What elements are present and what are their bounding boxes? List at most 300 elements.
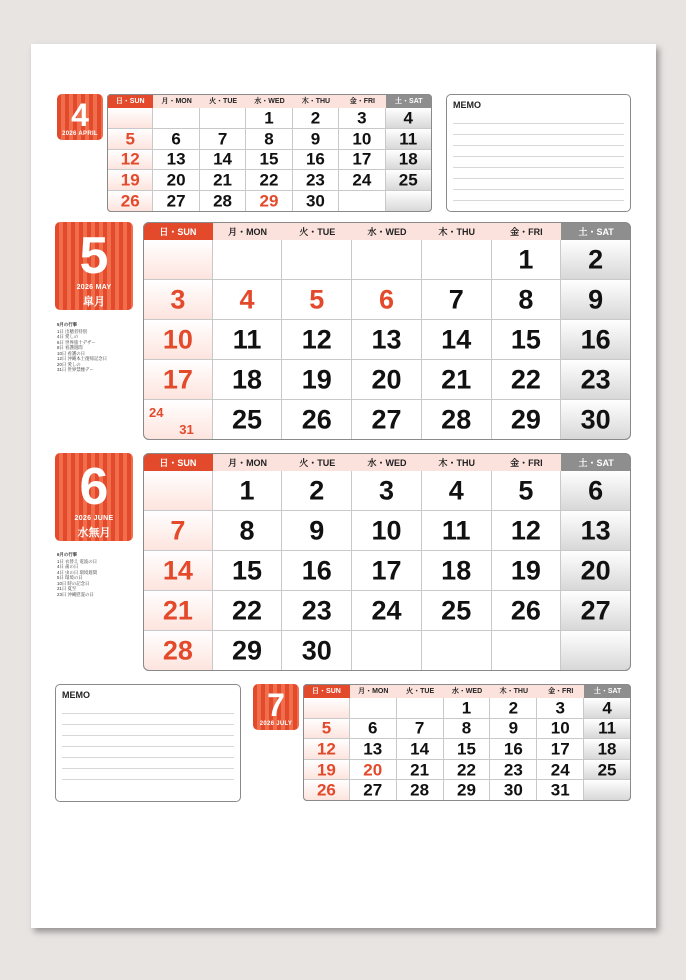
day-cell[interactable] (143, 360, 213, 400)
day-number: 29 (457, 780, 476, 800)
day-cell[interactable] (444, 780, 491, 801)
day-number: 11 (232, 324, 262, 354)
day-number: 18 (597, 739, 617, 759)
day-cell[interactable] (282, 631, 352, 671)
day-cell[interactable] (107, 108, 153, 129)
day-number: 19 (301, 364, 332, 394)
day-cell[interactable] (584, 739, 631, 760)
day-number: 5 (125, 129, 135, 149)
day-cell[interactable] (153, 129, 199, 150)
day-cell[interactable] (303, 760, 350, 781)
day-cell[interactable] (339, 108, 385, 129)
day-number: 6 (588, 475, 604, 505)
day-number: 8 (518, 284, 534, 314)
weekday-header: 金・FRI (492, 453, 562, 471)
day-number: 30 (503, 780, 523, 800)
day-number: 28 (441, 404, 472, 434)
day-cell[interactable] (584, 719, 631, 740)
month-japanese-name: 皐月 (83, 296, 105, 308)
day-cell[interactable] (561, 240, 631, 280)
day-cell[interactable] (350, 760, 397, 781)
day-cell[interactable] (422, 591, 492, 631)
day-cell[interactable] (386, 108, 432, 129)
day-cell[interactable] (352, 240, 422, 280)
day-cell[interactable] (213, 511, 283, 551)
day-cell[interactable] (422, 631, 492, 671)
day-number: 14 (410, 739, 430, 759)
day-number: 6 (368, 718, 378, 738)
month-number: 4 (71, 97, 89, 133)
day-cell[interactable] (561, 631, 631, 671)
day-number: 21 (162, 595, 193, 625)
day-cell[interactable] (293, 108, 339, 129)
day-cell[interactable] (490, 719, 537, 740)
weekday-header: 日・SUN (143, 453, 213, 471)
day-cell[interactable] (143, 591, 213, 631)
day-number: 3 (170, 284, 186, 314)
weekday-header: 土・SAT (561, 222, 631, 240)
day-cell[interactable] (492, 240, 562, 280)
day-cell[interactable] (584, 760, 631, 781)
day-cell[interactable] (352, 551, 422, 591)
day-number: 17 (550, 739, 570, 759)
month-number: 7 (267, 687, 285, 723)
day-cell[interactable] (282, 591, 352, 631)
month-year-label: 2026 JULY (259, 721, 293, 727)
day-cell[interactable] (339, 191, 385, 212)
day-number: 8 (239, 515, 255, 545)
day-cell[interactable] (350, 719, 397, 740)
day-cell[interactable] (386, 170, 432, 191)
event-item: 23日 沖縄慰霊の日 (57, 591, 94, 597)
day-cell[interactable] (397, 739, 444, 760)
weekday-header: 火・TUE (282, 453, 352, 471)
day-cell[interactable] (213, 551, 283, 591)
event-item: 1日 出穂者特別 (57, 328, 88, 334)
event-item: 6日 世界旅十デザー (57, 339, 96, 345)
day-number: 17 (352, 149, 372, 169)
event-item: 10日 看護の日 (57, 350, 86, 356)
day-number: 2 (310, 108, 321, 128)
event-item: 1日 衣替え 電波の日 (57, 558, 98, 564)
day-cell[interactable] (107, 129, 153, 150)
day-cell[interactable] (386, 129, 432, 150)
day-cell[interactable] (352, 400, 422, 440)
day-cell[interactable] (537, 780, 584, 801)
day-cell[interactable] (153, 150, 199, 171)
weekday-header: 水・WED (352, 222, 422, 240)
day-cell[interactable] (386, 150, 432, 171)
day-cell[interactable] (200, 108, 246, 129)
event-item: 12日 沖縄本土復帰記念日 (57, 356, 108, 361)
day-number: 16 (305, 149, 325, 169)
day-cell[interactable] (561, 400, 631, 440)
day-cell[interactable] (492, 320, 562, 360)
month-year-label: 2026 APRIL (62, 131, 98, 137)
month-number: 6 (79, 458, 109, 516)
day-number: 8 (461, 718, 472, 738)
day-number: 10 (550, 718, 570, 738)
day-cell[interactable] (444, 760, 491, 781)
day-number: 9 (309, 515, 325, 545)
calendar-grid-july (303, 684, 631, 801)
day-number: 29 (510, 404, 541, 434)
month-badge-june (55, 453, 133, 541)
day-number: 17 (371, 555, 402, 585)
day-cell[interactable] (352, 471, 422, 511)
day-cell[interactable] (537, 739, 584, 760)
event-item: 21日 夏至 (57, 586, 77, 591)
weekday-header: 月・MON (213, 453, 283, 471)
day-number: 15 (259, 149, 279, 169)
day-cell[interactable] (303, 698, 350, 719)
day-number: 2 (508, 698, 519, 718)
day-number: 30 (301, 635, 332, 665)
day-number: 21 (441, 364, 472, 394)
day-number: 27 (166, 191, 186, 211)
day-number: 15 (232, 555, 263, 585)
day-number: 3 (378, 475, 394, 505)
day-number: 6 (378, 284, 394, 314)
day-number: 4 (602, 698, 612, 718)
day-number: 28 (162, 635, 193, 665)
day-cell[interactable] (282, 280, 352, 320)
day-number: 24 (550, 760, 570, 780)
weekday-header: 木・THU (422, 222, 492, 240)
day-cell[interactable] (492, 551, 562, 591)
day-cell[interactable] (492, 511, 562, 551)
day-number: 21 (410, 760, 430, 780)
day-cell[interactable] (143, 511, 213, 551)
weekday-header: 火・TUE (397, 684, 444, 698)
day-cell[interactable] (397, 698, 444, 719)
day-cell[interactable] (561, 280, 631, 320)
event-item: 4日 歯の日 (57, 564, 79, 569)
day-cell[interactable] (561, 551, 631, 591)
day-cell[interactable] (213, 360, 283, 400)
day-cell[interactable] (352, 511, 422, 551)
day-cell[interactable] (584, 698, 631, 719)
day-number: 24 (149, 405, 164, 420)
day-cell[interactable] (397, 760, 444, 781)
day-number: 2 (309, 475, 325, 505)
day-cell[interactable] (293, 129, 339, 150)
month-badge-july (253, 684, 299, 730)
day-cell[interactable] (200, 191, 246, 212)
weekday-header: 木・THU (422, 453, 492, 471)
day-cell[interactable] (246, 191, 292, 212)
day-cell[interactable] (490, 698, 537, 719)
day-cell[interactable] (213, 280, 283, 320)
day-cell[interactable] (352, 320, 422, 360)
day-number: 7 (170, 515, 186, 545)
day-cell[interactable] (282, 511, 352, 551)
day-cell[interactable] (339, 129, 385, 150)
day-cell[interactable] (537, 719, 584, 740)
day-cell[interactable] (153, 170, 199, 191)
day-cell[interactable] (213, 400, 283, 440)
day-number: 10 (162, 324, 193, 354)
event-item: 5日 環境の日 (57, 575, 83, 580)
weekday-header: 日・SUN (303, 684, 350, 698)
day-number: 24 (352, 170, 372, 190)
day-number: 20 (166, 170, 186, 190)
day-number: 9 (508, 718, 519, 738)
day-cell[interactable] (397, 719, 444, 740)
day-number: 17 (162, 364, 193, 394)
day-cell[interactable] (492, 400, 562, 440)
day-cell[interactable] (282, 400, 352, 440)
day-cell[interactable] (213, 631, 283, 671)
day-cell[interactable] (213, 240, 283, 280)
day-number: 29 (232, 635, 263, 665)
event-item: 31日 世界禁煙デー (57, 367, 94, 372)
day-cell[interactable] (246, 108, 292, 129)
weekday-header: 土・SAT (584, 684, 631, 698)
day-number: 13 (166, 149, 186, 169)
day-number: 22 (510, 364, 541, 394)
day-number: 14 (441, 324, 472, 354)
day-cell[interactable] (422, 471, 492, 511)
day-cell[interactable] (107, 150, 153, 171)
day-number: 6 (171, 129, 181, 149)
day-cell[interactable] (422, 240, 492, 280)
day-cell[interactable] (561, 320, 631, 360)
day-number: 7 (217, 129, 228, 149)
day-cell[interactable] (537, 760, 584, 781)
event-item: 20日 愛しの (57, 361, 81, 367)
day-cell[interactable] (350, 739, 397, 760)
day-cell[interactable] (143, 240, 213, 280)
day-cell[interactable] (561, 360, 631, 400)
calendar-grid-may (143, 222, 631, 440)
day-number: 16 (503, 739, 523, 759)
weekday-header: 土・SAT (386, 94, 432, 108)
day-number: 12 (316, 739, 336, 759)
day-number: 15 (510, 324, 541, 354)
day-cell[interactable] (444, 719, 491, 740)
day-number: 20 (371, 364, 402, 394)
day-number: 27 (371, 404, 402, 434)
day-number: 26 (316, 780, 336, 800)
weekday-header: 土・SAT (561, 453, 631, 471)
memo-lines (62, 703, 234, 783)
memo-lines (453, 113, 624, 205)
day-number: 11 (598, 718, 617, 738)
day-cell[interactable] (143, 471, 213, 511)
day-number: 27 (580, 595, 611, 625)
event-item: 4日 愛しの (57, 334, 79, 339)
memo-title: MEMO (453, 100, 481, 110)
memo-box-bottom[interactable] (55, 684, 241, 802)
day-cell[interactable] (444, 698, 491, 719)
day-number: 25 (232, 404, 263, 434)
day-cell[interactable] (143, 320, 213, 360)
day-cell[interactable] (561, 471, 631, 511)
day-number: 23 (305, 170, 325, 190)
memo-title: MEMO (62, 690, 90, 700)
day-cell[interactable] (490, 780, 537, 801)
day-number: 14 (213, 149, 233, 169)
day-cell[interactable] (246, 150, 292, 171)
day-number: 24 (371, 595, 402, 625)
day-cell[interactable] (561, 591, 631, 631)
weekday-header: 水・WED (444, 684, 491, 698)
day-cell[interactable] (422, 320, 492, 360)
day-cell[interactable] (107, 191, 153, 212)
event-item: 4日 虫の日 環境週間 (57, 569, 98, 575)
day-number: 12 (120, 149, 140, 169)
day-cell[interactable] (444, 739, 491, 760)
day-number: 18 (232, 364, 263, 394)
day-cell[interactable] (303, 719, 350, 740)
day-cell[interactable] (352, 280, 422, 320)
day-number: 7 (448, 284, 464, 314)
day-cell[interactable] (153, 191, 199, 212)
day-number: 4 (403, 108, 413, 128)
weekday-header: 月・MON (213, 222, 283, 240)
day-number: 29 (259, 191, 279, 211)
day-number: 12 (510, 515, 541, 545)
weekday-header: 月・MON (350, 684, 397, 698)
day-cell[interactable] (422, 360, 492, 400)
day-cell[interactable] (282, 320, 352, 360)
weekday-header: 火・TUE (282, 222, 352, 240)
day-cell[interactable] (143, 631, 213, 671)
day-number: 25 (597, 760, 617, 780)
day-cell[interactable] (339, 150, 385, 171)
day-cell[interactable] (422, 511, 492, 551)
day-number: 28 (213, 191, 233, 211)
month-number: 5 (79, 227, 109, 285)
day-cell[interactable] (339, 170, 385, 191)
day-cell[interactable] (492, 360, 562, 400)
day-cell[interactable] (350, 698, 397, 719)
day-number: 27 (363, 780, 383, 800)
day-cell[interactable] (397, 780, 444, 801)
day-cell[interactable] (422, 400, 492, 440)
month-year-label: 2026 MAY (76, 284, 112, 291)
day-number: 23 (503, 760, 523, 780)
day-cell[interactable] (303, 780, 350, 801)
day-cell[interactable] (537, 698, 584, 719)
day-cell[interactable] (282, 471, 352, 511)
weekday-header: 木・THU (293, 94, 339, 108)
day-number: 26 (510, 595, 541, 625)
may-events-list: 5月の行事 1日 出穂者特別 4日 愛しの 6日 世界旅十デザー 8日 看護週間 10日 看護の日 12日 沖縄本土復帰記念日 20日 愛しの 31日 世界禁煙デー (57, 322, 137, 373)
day-number: 25 (441, 595, 472, 625)
day-number: 26 (301, 404, 332, 434)
day-number: 28 (410, 780, 430, 800)
day-cell[interactable] (153, 108, 199, 129)
day-cell[interactable] (350, 780, 397, 801)
day-cell[interactable] (584, 780, 631, 801)
day-cell[interactable] (492, 631, 562, 671)
day-cell[interactable] (422, 551, 492, 591)
month-badge-may (55, 222, 133, 310)
day-number: 13 (580, 515, 611, 545)
event-item: 10日 時の記念日 (57, 580, 90, 586)
day-cell[interactable] (246, 129, 292, 150)
day-number: 13 (363, 739, 383, 759)
day-number: 22 (259, 170, 279, 190)
day-number: 4 (448, 475, 464, 505)
day-number: 23 (301, 595, 332, 625)
day-cell[interactable] (143, 551, 213, 591)
memo-box-top[interactable] (446, 94, 631, 212)
day-number: 16 (580, 324, 611, 354)
day-number: 20 (363, 760, 383, 780)
weekday-header: 月・MON (153, 94, 199, 108)
day-number: 25 (398, 170, 418, 190)
day-cell[interactable] (490, 760, 537, 781)
day-cell[interactable] (200, 170, 246, 191)
day-cell[interactable] (200, 150, 246, 171)
day-cell[interactable] (352, 360, 422, 400)
day-cell[interactable] (282, 240, 352, 280)
day-number: 2 (588, 244, 604, 274)
day-cell[interactable] (422, 280, 492, 320)
day-cell[interactable] (213, 471, 283, 511)
day-number: 11 (441, 515, 471, 545)
weekday-header: 金・FRI (492, 222, 562, 240)
day-number: 5 (518, 475, 534, 505)
calendar-page (31, 44, 656, 928)
day-number: 23 (580, 364, 611, 394)
day-cell[interactable] (107, 170, 153, 191)
event-item: 8日 看護週間 (57, 345, 83, 350)
day-number: 12 (301, 324, 332, 354)
day-cell[interactable] (386, 191, 432, 212)
day-cell[interactable] (213, 320, 283, 360)
day-number: 11 (399, 129, 418, 149)
day-cell[interactable] (303, 739, 350, 760)
day-cell[interactable] (352, 631, 422, 671)
day-cell[interactable] (492, 280, 562, 320)
day-cell[interactable] (293, 191, 339, 212)
day-cell[interactable] (246, 170, 292, 191)
weekday-header: 火・TUE (200, 94, 246, 108)
day-cell[interactable] (143, 400, 213, 440)
month-japanese-name: 水無月 (77, 527, 111, 539)
day-number: 8 (264, 129, 274, 149)
day-number: 18 (441, 555, 472, 585)
day-cell[interactable] (282, 551, 352, 591)
weekday-header: 水・WED (246, 94, 292, 108)
day-number: 19 (316, 760, 336, 780)
day-number: 30 (580, 404, 611, 434)
day-cell[interactable] (561, 511, 631, 551)
day-cell[interactable] (492, 471, 562, 511)
day-cell[interactable] (293, 170, 339, 191)
weekday-header: 日・SUN (143, 222, 213, 240)
day-cell[interactable] (143, 280, 213, 320)
day-cell[interactable] (213, 591, 283, 631)
day-number: 20 (580, 555, 611, 585)
day-cell[interactable] (282, 360, 352, 400)
day-number: 1 (264, 108, 274, 128)
weekday-header: 日・SUN (107, 94, 153, 108)
day-cell[interactable] (293, 150, 339, 171)
day-cell[interactable] (492, 591, 562, 631)
day-number: 13 (371, 324, 402, 354)
day-number: 22 (232, 595, 263, 625)
day-cell[interactable] (200, 129, 246, 150)
day-number: 4 (239, 284, 255, 314)
calendar-grid-june (143, 453, 631, 671)
day-cell[interactable] (352, 591, 422, 631)
day-cell[interactable] (490, 739, 537, 760)
